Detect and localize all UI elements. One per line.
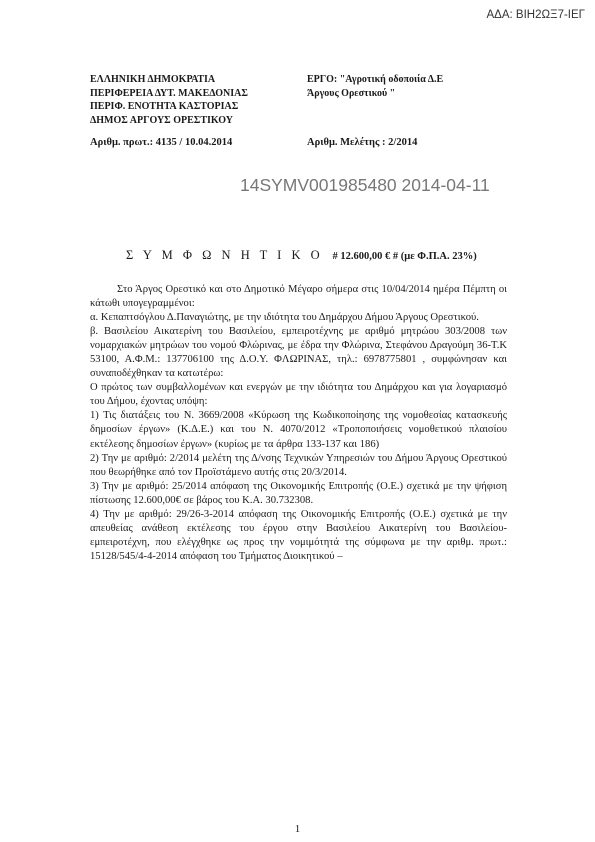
paragraph: 3) Την με αριθμό: 25/2014 απόφαση της Οικονομικής Επιτροπής (Ο.Ε.) σχετικά με την ψήφιση πίστωσης 12.600,00€ σε βάρος του Κ.Α. 30.732308. — [90, 480, 507, 506]
registry-stamp: 14SYMV001985480 2014-04-11 — [240, 175, 490, 195]
title-word: Σ Υ Μ Φ Ω Ν Η Τ Ι Κ Ο — [126, 248, 324, 262]
project-line: ΕΡΓΟ: "Αγροτική οδοποιία Δ.Ε — [307, 74, 444, 85]
title-amount: # 12.600,00 € # (με Φ.Π.Α. 23%) — [332, 251, 477, 262]
paragraph: 2) Την με αριθμό: 2/2014 μελέτη της Δ/νσης Τεχνικών Υπηρεσιών του Δήμου Άργους Ορεστικού που θεωρήθηκε από τον Προϊστάμενο αυτής στις 20/3/2014. — [90, 452, 507, 478]
paragraph: 1) Τις διατάξεις του Ν. 3669/2008 «Κύρωση της Κωδικοποίησης της νομοθεσίας κατασκευής δημοσίων έργων» (Κ.Δ.Ε.) και του Ν. 4070/2012 «Τροποποιήσεις νομοθετικού πλαισίου εκτέλεσης δημοσίων έργων» (κυρίως με τα άρθρα 133-137 και 186) — [90, 410, 507, 450]
paragraph: 4) Την με αριθμό: 29/26-3-2014 απόφαση της Οικονομικής Επιτροπής (Ο.Ε.) σχετικά με την απευθείας ανάθεση εκτέλεσης του έργου στην Βασιλείου Αικατερίνη του Βασιλείου-εμπειροτέχνη, που ελέγχθηκε ως προς την νομιμότητά της σύμφωνα με την αριθμ. πρωτ.: 15128/545/4-4-2014 απόφαση του Τμήματος Διοικητικού – — [90, 508, 507, 562]
paragraph: α. Κεπαπτσόγλου Δ.Παναγιώτης, με την ιδιότητα του Δημάρχου Δήμου Άργους Ορεστικού. — [90, 312, 479, 324]
page-number: 1 — [294, 823, 301, 835]
project-header — [307, 73, 537, 100]
project-line: Άργους Ορεστικού " — [307, 87, 396, 99]
issuer-header — [90, 73, 300, 127]
ada-code: ΑΔΑ: ΒΙΗ2ΩΞ7-ΙΕΓ — [486, 9, 585, 21]
protocol-number: Αριθμ. πρωτ.: 4135 / 10.04.2014 — [90, 137, 233, 148]
issuer-line: ΠΕΡΙΦΕΡΕΙΑ ΔΥΤ. ΜΑΚΕΔΟΝΙΑΣ — [90, 87, 248, 99]
paragraph: β. Βασιλείου Αικατερίνη του Βασιλείου, εμπειροτέχνης με αριθμό μητρώου 303/2008 των νομαρχιακών μητρώων του νομού Φλώρινας, με έδρα την Φλώρινα, Στεφάνου Δραγούμη 36-Τ.Κ 53100, Α.Φ.Μ.: 137706100 της Δ.Ο.Υ. ΦΛΩΡΙΝΑΣ, τηλ.: 6978775801 , συμφώνησαν και συναποδέχθηκαν τα κατωτέρω: — [90, 326, 507, 380]
study-number: Αριθμ. Μελέτης : 2/2014 — [307, 137, 418, 148]
paragraph: Ο πρώτος των συμβαλλομένων και ενεργών με την ιδιότητα του Δημάρχου και για λογαριασμό του Δήμου, έχοντας υπόψη: — [90, 382, 507, 408]
paragraph: Στο Άργος Ορεστικό και στο Δημοτικό Μέγαρο σήμερα στις 10/04/2014 ημέρα Πέμπτη οι κάτωθι υπογεγραμμένοι: — [90, 284, 507, 310]
document-title — [126, 248, 477, 263]
issuer-line: ΕΛΛΗΝΙΚΗ ΔΗΜΟΚΡΑΤΙΑ — [90, 74, 216, 85]
contract-body — [90, 283, 507, 564]
issuer-line: ΠΕΡΙΦ. ΕΝΟΤΗΤΑ ΚΑΣΤΟΡΙΑΣ — [90, 101, 239, 112]
issuer-line: ΔΗΜΟΣ ΑΡΓΟΥΣ ΟΡΕΣΤΙΚΟΥ — [90, 114, 233, 126]
